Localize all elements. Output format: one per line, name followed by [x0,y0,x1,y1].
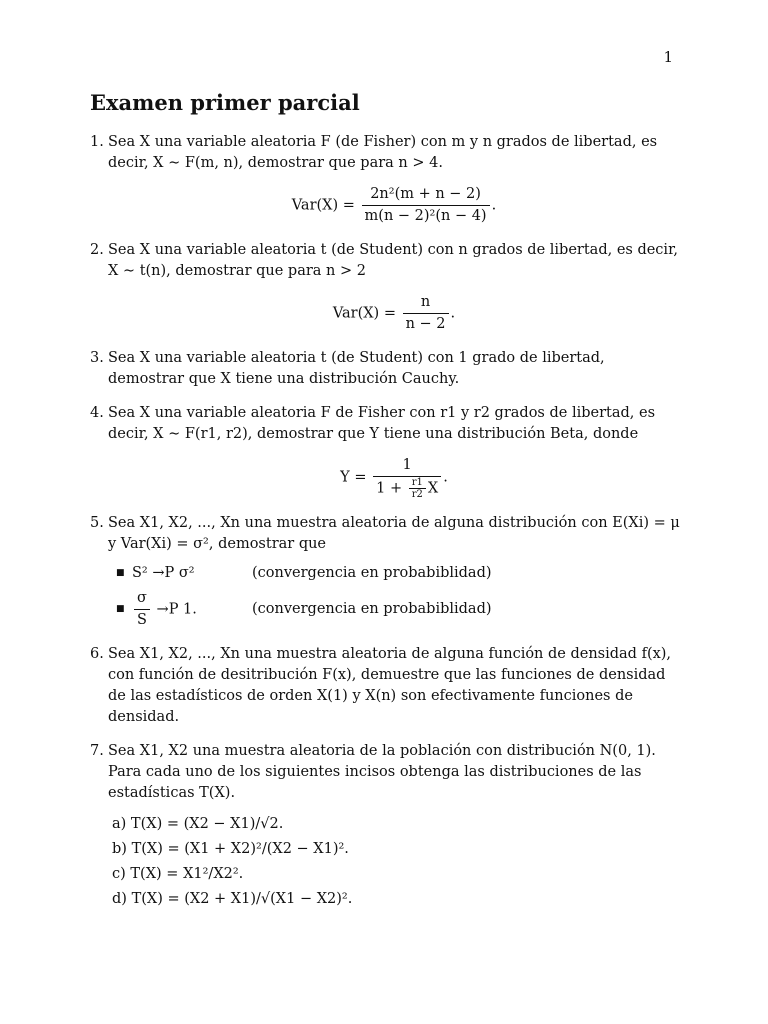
fraction-numerator: σ [134,588,150,610]
problem-6 [90,644,680,728]
bullet-note: (convergencia en probabiblidad) [252,601,492,617]
problem-3 [90,348,680,390]
problem-list [90,132,680,923]
fraction-numerator: 2n²(m + n − 2) [362,184,490,206]
inner-numerator: r1 [409,477,426,489]
expression-rest: →P 1. [156,601,197,618]
denominator-part: 1 + [376,480,403,497]
fraction [403,292,449,335]
fraction-denominator: S [137,612,147,628]
fraction-denominator: m(n − 2)²(n − 4) [364,208,487,224]
fraction-numerator: 1 [373,455,441,477]
denominator-part: X [427,480,439,497]
problem-text: Sea X1, X2 una muestra aleatoria de la población con distribución N(0, 1). Para cada uno de los siguientes incisos obtenga las distribuciones de las estadísticas T(X). [108,743,656,801]
problem-number: 6. [90,646,104,662]
problem-1 [90,132,680,227]
page-title: Examen primer parcial [90,90,360,115]
problem-number: 7. [90,743,104,759]
problem-number: 2. [90,242,104,258]
inner-denominator: r2 [411,489,423,500]
problem-text: Sea X1, X2, ..., Xn una muestra aleatoria de alguna función de densidad f(x), con función de desitribución F(x), demuestre que las funciones de densidad de las estadísticos de orden X(1) y X(n) son efectivamente funciones de densidad. [108,646,672,725]
equation: Y = 1 1 + $\frac{r1}{r2}$ X . [340,457,448,500]
fraction-denominator: n − 2 [405,316,446,332]
problem-7 [90,741,680,910]
problem-number: 1. [90,134,104,150]
bullet-expression [132,588,252,631]
fraction [362,184,490,227]
bullet-icon: ■ [116,568,125,578]
subitem-label: a) [112,816,127,832]
page-number: 1 [663,48,673,66]
equation-lhs: Var(X) = [291,197,355,214]
subitem-label: b) [112,841,127,857]
subitem-list [108,814,680,910]
bullet-expression: S² →P σ² [132,565,195,581]
subitem-label: d) [112,891,127,907]
problem-text: Sea X una variable aleatoria t (de Student) con n grados de libertad, es decir, X ∼ t(n), demostrar que para n > 2 [108,242,679,279]
problem-text: Sea X una variable aleatoria t (de Student) con 1 grado de libertad, demostrar que X tiene una distribución Cauchy. [108,350,605,387]
problem-text: Sea X1, X2, ..., Xn una muestra aleatoria de alguna distribución con E(Xi) = μ y Var(Xi) = σ², demostrar que [108,515,680,552]
equation-lhs: Var(X) = [332,305,396,322]
problem-2 [90,240,680,335]
equation: Var(X) = $\frac{\text{2n²(m + n − 2)}}{\text{m(n − 2)²(n − 4)}}$ . [108,184,680,227]
problem-text: Sea X una variable aleatoria F (de Fisher) con m y n grados de libertad, es decir, X ∼ F(m, n), demostrar que para n > 4. [108,134,658,171]
subitem [112,839,680,860]
list-item [116,563,680,584]
bullet-icon: ■ [116,604,125,614]
fraction-denominator [373,477,441,500]
problem-5 [90,513,680,631]
fraction-numerator: n [403,292,449,314]
list-item [116,588,680,631]
subitem-expression: T(X) = X1²/X2². [130,866,244,882]
subitem-label: c) [112,866,126,882]
fraction [134,588,150,631]
bullet-list [108,563,680,631]
subitem [112,864,680,885]
bullet-note: (convergencia en probabiblidad) [252,565,492,581]
problem-number: 5. [90,515,104,531]
subitem-expression: T(X) = (X1 + X2)²/(X2 − X1)². [131,841,349,857]
subitem [112,814,680,835]
fraction [373,455,441,500]
problem-number: 4. [90,405,104,421]
inner-fraction [409,477,426,500]
problem-number: 3. [90,350,104,366]
problem-4 [90,403,680,500]
problem-text: Sea X una variable aleatoria F de Fisher con r1 y r2 grados de libertad, es decir, X ∼ F(r1, r2), demostrar que Y tiene una distribución Beta, donde [108,405,656,442]
equation: Var(X) = $\frac{n}{n - 2}$ . [108,292,680,335]
subitem-expression: T(X) = (X2 + X1)/√(X1 − X2)². [131,891,353,907]
subitem [112,889,680,910]
equation-lhs: Y = [340,469,367,486]
subitem-expression: T(X) = (X2 − X1)/√2. [130,816,284,832]
